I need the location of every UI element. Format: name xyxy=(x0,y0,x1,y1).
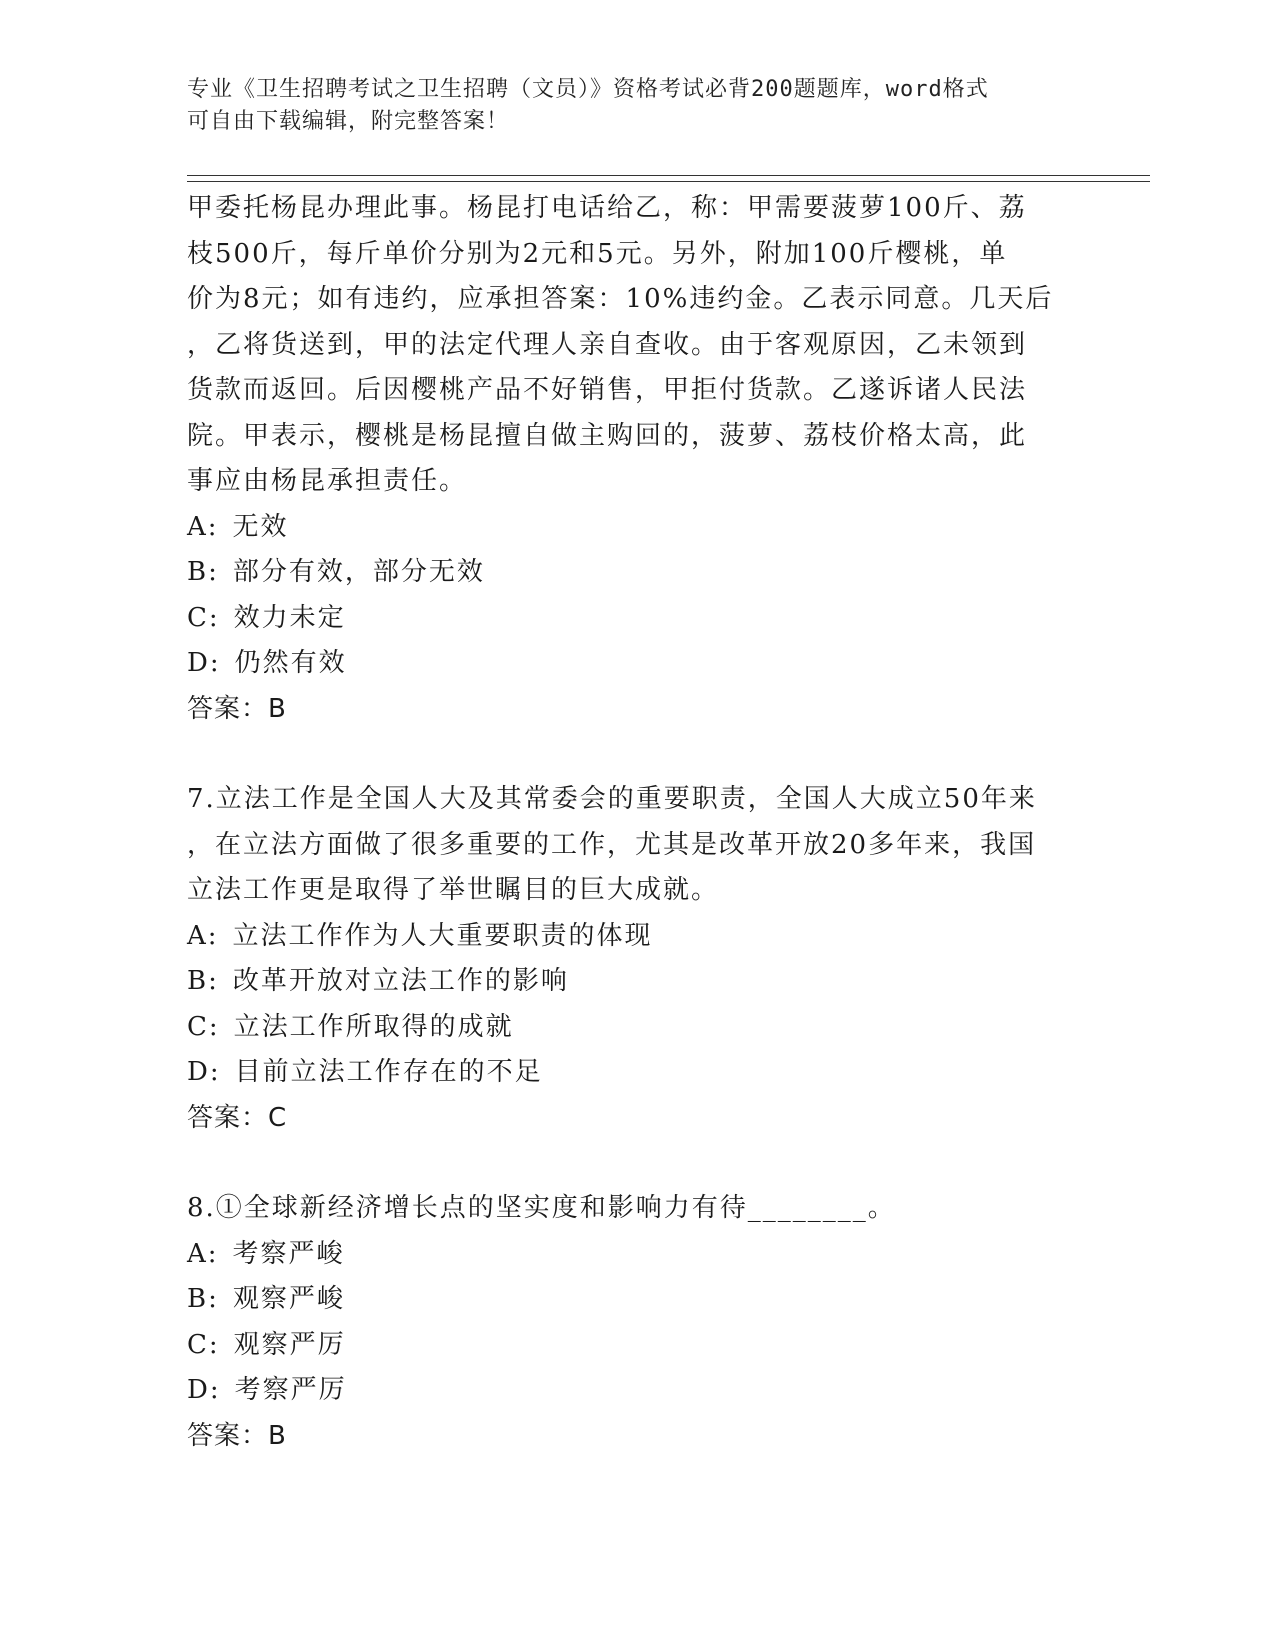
option-text: 仍然有效 xyxy=(234,648,347,678)
question-7-line: ，在立法方面做了很多重要的工作，尤其是改革开放20多年来，我国 xyxy=(187,829,1037,860)
option-letter: C: xyxy=(187,1011,220,1042)
header-title-line-1: 专业《卫生招聘考试之卫生招聘（文员）》资格考试必背200题题库，word格式 xyxy=(187,77,989,102)
option-letter: D: xyxy=(187,648,221,678)
option-b xyxy=(187,550,1087,596)
question-6-line: 价为8元；如有违约，应承担答案：10%违约金。乙表示同意。几天后 xyxy=(187,284,1054,314)
answer-line: 答案：C xyxy=(187,1102,288,1133)
document-body xyxy=(187,186,1087,1459)
option-text: 考察严厉 xyxy=(234,1375,347,1405)
question-spacer xyxy=(187,1141,1087,1186)
option-letter: B: xyxy=(187,966,219,996)
option-a xyxy=(187,914,1087,960)
option-d xyxy=(187,1050,1087,1096)
option-letter: D: xyxy=(187,1375,221,1405)
option-text: 立法工作所取得的成就 xyxy=(233,1011,514,1042)
option-c xyxy=(187,1323,1087,1369)
question-6-line: ，乙将货送到，甲的法定代理人亲自查收。由于客观原因，乙未领到 xyxy=(187,329,1028,360)
question-6-line: 甲委托杨昆办理此事。杨昆打电话给乙，称：甲需要菠萝100斤、荔 xyxy=(187,193,1027,223)
question-spacer xyxy=(187,732,1087,777)
option-letter: A: xyxy=(187,920,219,951)
header-divider-top xyxy=(187,175,1150,176)
option-d xyxy=(187,641,1087,687)
option-letter: B: xyxy=(187,1284,219,1314)
question-7 xyxy=(187,777,1087,1141)
option-a xyxy=(187,1232,1087,1278)
option-letter: A: xyxy=(187,511,219,542)
option-text: 改革开放对立法工作的影响 xyxy=(232,966,569,996)
option-a xyxy=(187,505,1087,551)
header-title-line-2: 可自由下载编辑，附完整答案！ xyxy=(187,109,510,134)
option-text: 效力未定 xyxy=(233,602,346,633)
option-d xyxy=(187,1368,1087,1414)
option-text: 考察严峻 xyxy=(232,1238,345,1269)
option-text: 部分有效，部分无效 xyxy=(232,557,485,587)
option-text: 立法工作作为人大重要职责的体现 xyxy=(232,920,653,951)
option-letter: B: xyxy=(187,557,219,587)
answer-line: 答案：B xyxy=(187,1420,287,1451)
option-letter: C: xyxy=(187,602,220,633)
question-8-line: 8.①全球新经济增长点的坚实度和影响力有待________。 xyxy=(187,1193,896,1223)
question-6-line: 院。甲表示，樱桃是杨昆擅自做主购回的，菠萝、荔枝价格太高，此 xyxy=(187,420,1028,451)
option-c xyxy=(187,596,1087,642)
answer-line: 答案：B xyxy=(187,693,287,724)
question-6-line: 货款而返回。后因樱桃产品不好销售，甲拒付货款。乙遂诉诸人民法 xyxy=(187,375,1028,405)
option-text: 观察严厉 xyxy=(233,1329,346,1360)
question-7-line: 7.立法工作是全国人大及其常委会的重要职责，全国人大成立50年来 xyxy=(187,784,1037,814)
option-letter: A: xyxy=(187,1238,219,1269)
option-c xyxy=(187,1005,1087,1051)
option-letter: C: xyxy=(187,1329,220,1360)
option-text: 无效 xyxy=(232,511,289,542)
question-6-line: 枝500斤，每斤单价分别为2元和5元。另外，附加100斤樱桃，单 xyxy=(187,238,1008,269)
header-divider-bottom xyxy=(187,181,1150,182)
question-7-line: 立法工作更是取得了举世瞩目的巨大成就。 xyxy=(187,875,720,905)
document-header xyxy=(187,74,1087,138)
question-6-line: 事应由杨昆承担责任。 xyxy=(187,466,468,496)
option-b xyxy=(187,959,1087,1005)
question-8 xyxy=(187,1186,1087,1459)
question-6 xyxy=(187,186,1087,732)
option-text: 目前立法工作存在的不足 xyxy=(234,1057,543,1087)
option-text: 观察严峻 xyxy=(232,1284,345,1314)
option-b xyxy=(187,1277,1087,1323)
option-letter: D: xyxy=(187,1057,221,1087)
